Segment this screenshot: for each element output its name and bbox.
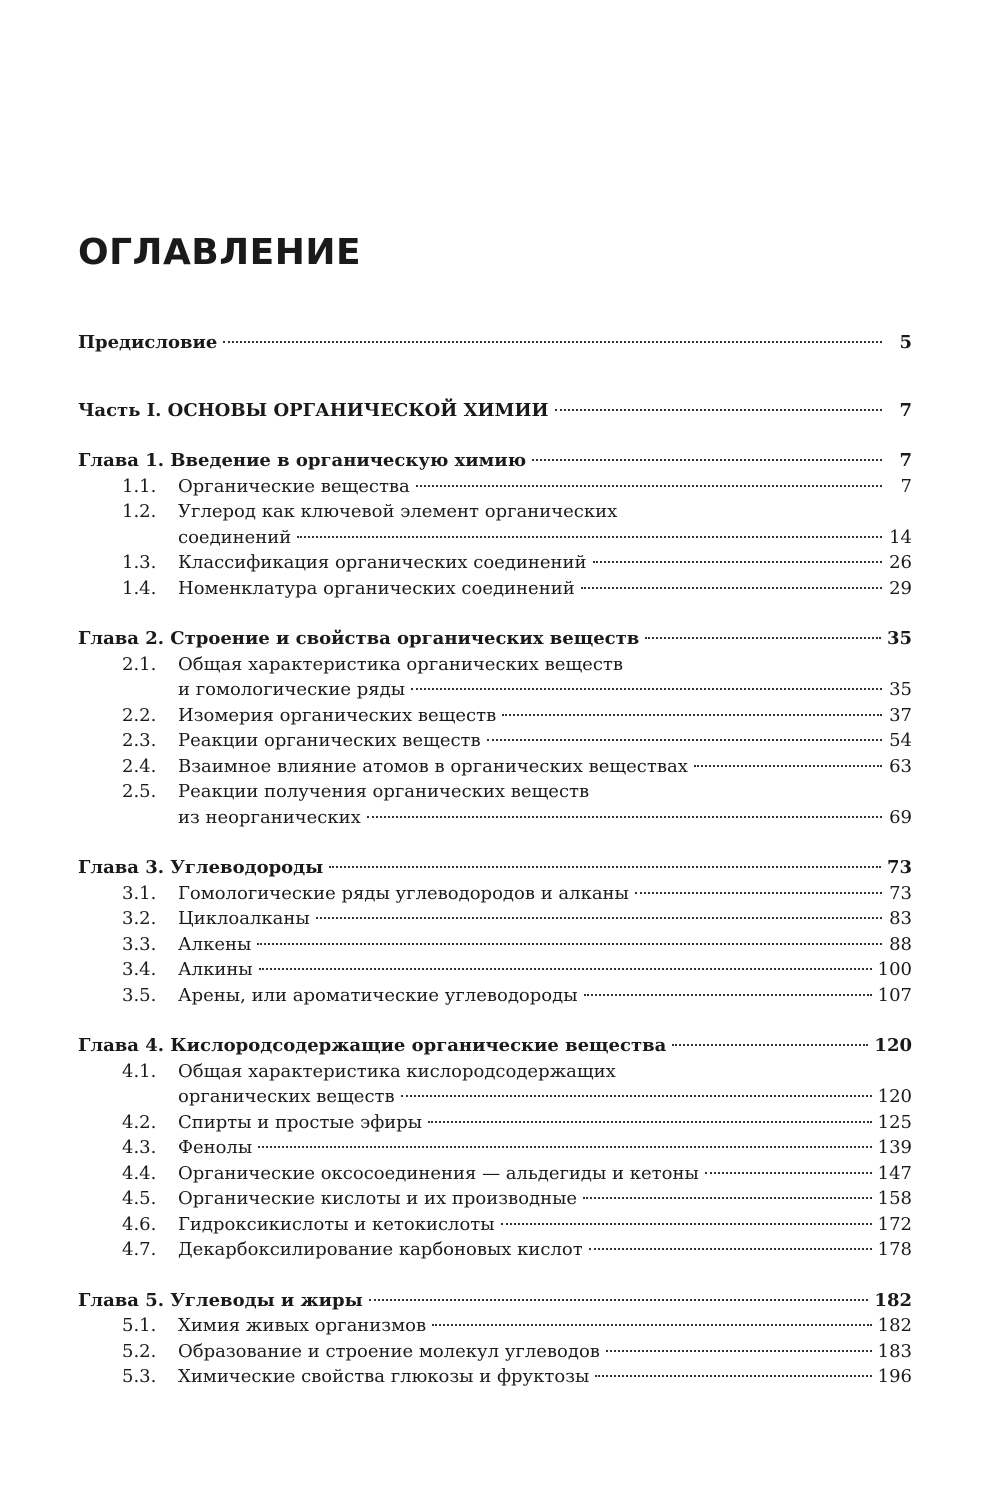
toc-page-number: 73 (886, 857, 912, 878)
toc-page-number: 120 (877, 1086, 912, 1107)
toc-section[interactable] (78, 652, 912, 703)
toc-section[interactable] (78, 1110, 912, 1136)
toc-page-number: 29 (889, 577, 912, 599)
section-number: 2.5. (122, 781, 157, 802)
dot-leader (606, 1350, 872, 1352)
chapter-block (78, 1288, 912, 1390)
toc-entry-label: Реакции получения органических веществ (178, 781, 590, 802)
section-number: 3.5. (122, 984, 157, 1006)
dot-leader (223, 341, 882, 343)
section-number: 1.1. (122, 475, 157, 497)
toc-page-number: 183 (877, 1340, 912, 1362)
toc-entry-label: Номенклатура органических соединений (178, 577, 575, 599)
toc-entry-label: Химические свойства глюкозы и фруктозы (178, 1366, 590, 1387)
toc-page-number: 182 (877, 1315, 912, 1336)
toc-entry-label: Глава 1. Введение в органическую химию (78, 450, 527, 471)
toc-section[interactable] (78, 1364, 912, 1390)
toc-page-number: 14 (889, 526, 912, 548)
toc-page-number: 7 (900, 475, 912, 497)
toc-entry-label: Спирты и простые эфиры (178, 1111, 423, 1133)
toc-section[interactable] (78, 1059, 912, 1110)
section-number: 2.1. (122, 653, 157, 675)
dot-leader (367, 816, 882, 818)
toc-chapter-2[interactable] (78, 626, 912, 652)
toc-section[interactable] (78, 1237, 912, 1263)
toc-entry-label: Глава 5. Углеводы и жиры (78, 1289, 363, 1311)
toc-page-number: 147 (877, 1162, 912, 1184)
toc-page-number: 35 (889, 679, 912, 700)
section-number: 4.5. (122, 1188, 157, 1209)
section-number: 1.4. (122, 577, 157, 599)
toc-entry-label: Циклоалканы (178, 908, 310, 929)
toc-entry-label: Гомологические ряды углеводородов и алканы (178, 882, 629, 904)
toc-entry-label: Химия живых организмов (178, 1315, 427, 1336)
toc-page-number: 7 (899, 399, 912, 421)
toc-section[interactable] (78, 728, 912, 754)
toc-page-number: 26 (889, 552, 912, 573)
toc-page-number: 120 (874, 1035, 912, 1056)
dot-leader (487, 739, 882, 741)
toc-page-number: 178 (877, 1239, 912, 1260)
dot-leader (259, 968, 872, 970)
toc-page-number: 7 (899, 450, 912, 471)
section-number: 4.2. (122, 1111, 157, 1133)
dot-leader (532, 459, 882, 461)
toc-section[interactable] (78, 754, 912, 780)
toc-entry-label: Арены, или ароматические углеводороды (178, 984, 578, 1006)
toc-section[interactable] (78, 550, 912, 576)
toc-section[interactable] (78, 703, 912, 729)
section-number: 2.3. (122, 730, 157, 751)
toc-page-number: 125 (877, 1111, 912, 1133)
toc-entry-label: Взаимное влияние атомов в органических веществах (178, 755, 688, 777)
toc-section[interactable] (78, 1212, 912, 1238)
toc-entry-label: Фенолы (178, 1137, 253, 1158)
dot-leader (555, 409, 883, 411)
section-number: 2.4. (122, 755, 157, 777)
dot-leader (258, 1146, 871, 1148)
toc-entry-label-continued: из неорганических (178, 806, 361, 828)
toc-section[interactable] (78, 1135, 912, 1161)
dot-leader (501, 1223, 872, 1225)
toc-page-number: 37 (889, 704, 912, 726)
toc-entry-label: Алкины (178, 959, 253, 980)
section-number: 4.3. (122, 1137, 157, 1158)
toc-page-number: 172 (877, 1213, 912, 1235)
toc-entry-label: Часть I. ОСНОВЫ ОРГАНИЧЕСКОЙ ХИМИИ (78, 399, 549, 421)
toc-entry-label: Изомерия органических веществ (178, 704, 497, 726)
section-number: 4.1. (122, 1060, 157, 1082)
toc-page-number: 54 (889, 730, 912, 751)
toc-section[interactable] (78, 499, 912, 550)
section-number: 4.6. (122, 1213, 157, 1235)
toc-entry-label-continued: органических веществ (178, 1086, 395, 1107)
dot-leader (411, 688, 882, 690)
toc-page-number: 88 (889, 933, 912, 955)
dot-leader (401, 1095, 872, 1097)
toc-entry-label: Глава 2. Строение и свойства органических веществ (78, 628, 640, 649)
dot-leader (502, 714, 882, 716)
chapter-list (78, 448, 912, 1390)
toc-section[interactable] (78, 779, 912, 830)
toc-section[interactable] (78, 576, 912, 602)
dot-leader (705, 1172, 872, 1174)
dot-leader (694, 765, 882, 767)
toc-entry-label: Углерод как ключевой элемент органических (178, 501, 618, 522)
toc-entry-label: Органические оксосоединения — альдегиды и кетоны (178, 1162, 699, 1184)
toc-entry-label: Декарбоксилирование карбоновых кислот (178, 1239, 583, 1260)
toc-page-number: 63 (889, 755, 912, 777)
dot-leader (589, 1248, 872, 1250)
toc-page-number: 158 (877, 1188, 912, 1209)
toc-page-number: 139 (877, 1137, 912, 1158)
toc-entry-label: Предисловие (78, 332, 218, 353)
toc-section[interactable] (78, 1313, 912, 1339)
dot-leader (297, 536, 882, 538)
section-number: 2.2. (122, 704, 157, 726)
toc-chapter-5[interactable] (78, 1288, 912, 1314)
dot-leader (645, 637, 881, 639)
dot-leader (672, 1044, 868, 1046)
toc-entry-label: Общая характеристика кислородсодержащих (178, 1060, 616, 1082)
dot-leader (369, 1299, 869, 1301)
toc-section[interactable] (78, 932, 912, 958)
toc-entry-label: Глава 3. Углеводороды (78, 857, 324, 878)
dot-leader (593, 561, 882, 563)
toc-entry-label: Алкены (178, 933, 252, 955)
toc-page-number: 182 (874, 1289, 912, 1311)
toc-chapter-4[interactable] (78, 1033, 912, 1059)
section-number: 1.3. (122, 552, 157, 573)
toc-section[interactable] (78, 881, 912, 907)
toc-chapter-1[interactable] (78, 448, 912, 474)
dot-leader (595, 1375, 871, 1377)
dot-leader (583, 1197, 872, 1199)
toc-entry-label: Гидроксикислоты и кетокислоты (178, 1213, 495, 1235)
toc-chapter-3[interactable] (78, 855, 912, 881)
toc-entry-label: Органические кислоты и их производные (178, 1188, 578, 1209)
section-number: 5.1. (122, 1315, 157, 1336)
section-number: 5.2. (122, 1340, 157, 1362)
chapter-block (78, 855, 912, 1008)
toc-section[interactable] (78, 1161, 912, 1187)
toc-entry-label: Образование и строение молекул углеводов (178, 1340, 600, 1362)
toc-page-number: 35 (886, 628, 912, 649)
section-number: 3.2. (122, 908, 157, 929)
page-title: ОГЛАВЛЕНИЕ (78, 232, 362, 273)
section-number: 1.2. (122, 501, 157, 522)
toc-entry-label: Органические вещества (178, 475, 410, 497)
section-number: 4.7. (122, 1239, 157, 1260)
toc-page-number: 5 (899, 332, 912, 353)
toc-section[interactable] (78, 906, 912, 932)
dot-leader (329, 866, 881, 868)
toc-page-number: 69 (889, 806, 912, 828)
dot-leader (432, 1324, 872, 1326)
section-number: 4.4. (122, 1162, 157, 1184)
section-number: 5.3. (122, 1366, 157, 1387)
toc-section[interactable] (78, 957, 912, 983)
toc-entry-label: Классификация органических соединений (178, 552, 587, 573)
toc-entry-label: Общая характеристика органических веществ (178, 653, 624, 675)
dot-leader (428, 1121, 872, 1123)
toc-page-number: 107 (877, 984, 912, 1006)
dot-leader (584, 994, 872, 996)
toc-section[interactable] (78, 1339, 912, 1365)
toc-page-number: 196 (877, 1366, 912, 1387)
section-number: 3.4. (122, 959, 157, 980)
chapter-block (78, 626, 912, 830)
toc-section[interactable] (78, 983, 912, 1009)
dot-leader (257, 943, 882, 945)
dot-leader (416, 485, 882, 487)
toc-entry-label: Глава 4. Кислородсодержащие органические вещества (78, 1035, 667, 1056)
dot-leader (635, 892, 882, 894)
toc-preface[interactable] (78, 330, 912, 356)
section-number: 3.3. (122, 933, 157, 955)
section-number: 3.1. (122, 882, 157, 904)
toc-page-number: 83 (889, 908, 912, 929)
dot-leader (316, 917, 882, 919)
toc-page-number: 73 (889, 882, 912, 904)
toc-section[interactable] (78, 1186, 912, 1212)
toc-part[interactable] (78, 398, 912, 424)
toc-page-number: 100 (877, 959, 912, 980)
table-of-contents (78, 330, 912, 1390)
toc-entry-label: Реакции органических веществ (178, 730, 481, 751)
dot-leader (581, 587, 882, 589)
chapter-block (78, 448, 912, 601)
toc-entry-label-continued: и гомологические ряды (178, 679, 406, 700)
toc-section[interactable] (78, 474, 912, 500)
toc-entry-label-continued: соединений (178, 526, 292, 548)
chapter-block (78, 1033, 912, 1263)
